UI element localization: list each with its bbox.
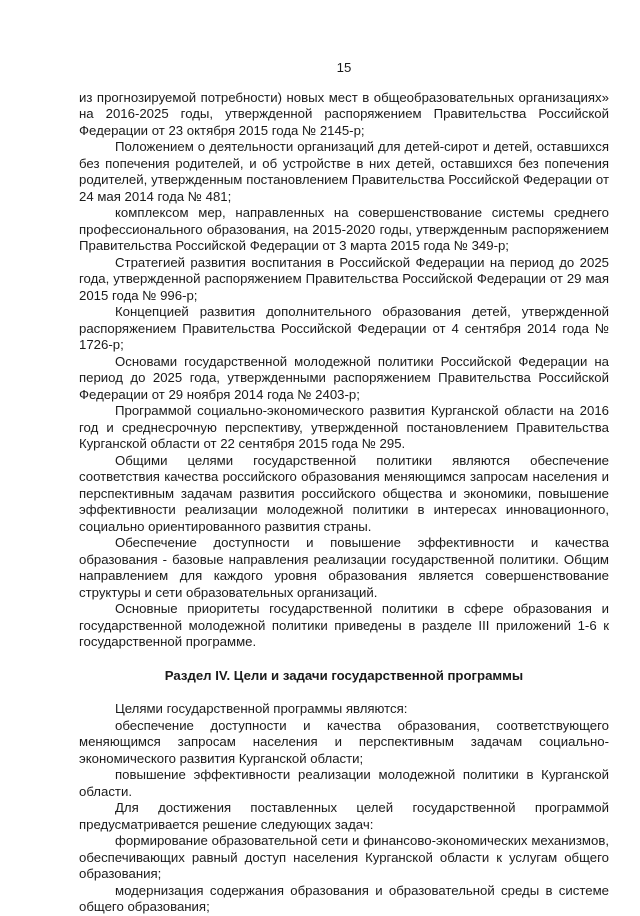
paragraph: формирование образовательной сети и финансово-экономических механизмов, обеспечивающих равный доступ населения Курганской области к услугам общего образования; <box>79 833 609 881</box>
paragraph: модернизация содержания образования и образовательной среды в системе общего образования; <box>79 882 609 914</box>
paragraph: Общими целями государственной политики являются обеспечение соответствия качества российского образования меняющимся запросам населения и перспективным задачам развития российского общества и экономики, повышение эффективности реализации молодежной политики в интересах инновационного, социально ориентированного развития страны. <box>79 452 609 534</box>
page-number: 15 <box>336 60 352 75</box>
paragraph: повышение эффективности реализации молодежной политики в Курганской области. <box>79 767 609 799</box>
paragraph: Программой социально-экономического развития Курганской области на 2016 год и среднесрочную перспективу, утвержденной постановлением Правительства Курганской области от 22 сентября 2015 года № 295. <box>79 403 609 451</box>
paragraph: Положением о деятельности организаций для детей-сирот и детей, оставшихся без попечения родителей, и об устройстве в них детей, оставшихся без попечения родителей, утвержденным постановлением Правительства Российской Федерации от 24 мая 2014 года № 481; <box>79 139 609 204</box>
paragraph: комплексом мер, направленных на совершенствование системы среднего профессионального образования, на 2015-2020 годы, утвержденным распоряжением Правительства Российской Федерации от 3 марта 2015 года № 349-р; <box>79 205 609 253</box>
paragraph: Основами государственной молодежной политики Российской Федерации на период до 2025 года, утвержденными распоряжением Правительства Российской Федерации от 29 ноября 2014 года № 2403-р; <box>79 353 609 402</box>
paragraph-continuation: из прогнозируемой потребности) новых мест в общеобразовательных организациях» на 2016-2025 годы, утвержденной распоряжением Правительства Российской Федерации от 23 октября 2015 года № 2145-р; <box>79 89 609 138</box>
paragraph: Концепцией развития дополнительного образования детей, утвержденной распоряжением Правительства Российской Федерации от 4 сентября 2014 года № 1726-р; <box>79 304 609 352</box>
paragraph: Целями государственной программы являются: <box>115 701 408 716</box>
paragraph: Для достижения поставленных целей государственной программой предусматривается решение следующих задач: <box>79 800 609 832</box>
paragraph: Обеспечение доступности и повышение эффективности и качества образования - базовые направления реализации государственной политики. Общим направлением для каждого уровня образования является совершенствование структуры и сети образовательных организаций. <box>79 535 609 600</box>
section-heading: Раздел IV. Цели и задачи государственной программы <box>164 667 524 683</box>
paragraph: Основные приоритеты государственной политики в сфере образования и государственной молодежной политики приведены в разделе III приложений 1-6 к государственной программе. <box>79 601 609 649</box>
paragraph: Стратегией развития воспитания в Российской Федерации на период до 2025 года, утвержденной распоряжением Правительства Российской Федерации от 29 мая 2015 года № 996-р; <box>79 254 609 303</box>
paragraph: обеспечение доступности и качества образования, соответствующего меняющимся запросам населения и перспективным задачам социально-экономического развития Курганской области; <box>79 717 609 766</box>
